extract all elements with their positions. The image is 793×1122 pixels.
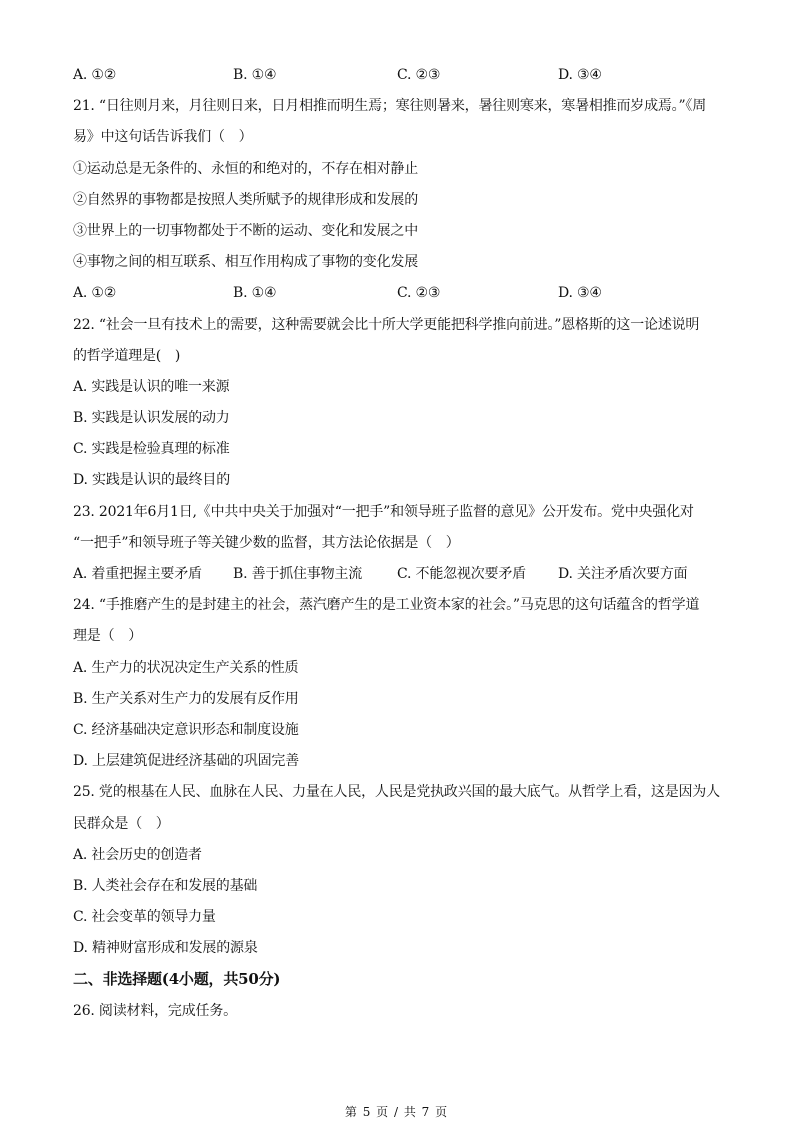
- option-c: C. ②③: [397, 285, 441, 302]
- option-b: B. 实践是认识发展的动力: [73, 410, 230, 427]
- q21-item: ③世界上的一切事物都处于不断的运动、变化和发展之中: [73, 222, 418, 239]
- option-b: B. ①④: [233, 285, 277, 302]
- q25-stem: 25. 党的根基在人民、血脉在人民、力量在人民，人民是党执政兴国的最大底气。从哲学上看，这是因为人: [73, 784, 720, 801]
- q22-stem-cont: 的哲学道理是( ): [73, 347, 181, 364]
- q24-stem: 24. “手推磨产生的是封建主的社会，蒸汽磨产生的是工业资本家的社会。”马克思的这句话蕴含的哲学道: [73, 597, 700, 614]
- q20-options: [73, 60, 733, 91]
- option-a: A. 着重把握主要矛盾: [73, 566, 202, 582]
- option-c: C. 社会变革的领导力量: [73, 909, 216, 926]
- option-d: D. 精神财富形成和发展的源泉: [73, 940, 258, 957]
- q23-stem-cont: “一把手”和领导班子等关键少数的监督，其方法论依据是（ ）: [73, 534, 460, 551]
- q22-stem: 22. “社会一旦有技术上的需要，这种需要就会比十所大学更能把科学推向前进。”恩格斯的这一论述说明: [73, 316, 700, 333]
- q21-item: ①运动总是无条件的、永恒的和绝对的，不存在相对静止: [73, 160, 418, 177]
- q21-stem-cont: 易》中这句话告诉我们（ ）: [73, 129, 253, 146]
- option-d: D. ③④: [558, 67, 602, 83]
- option-a: A. 实践是认识的唯一来源: [73, 378, 230, 395]
- page-footer: 第 5 页 / 共 7 页: [344, 1105, 449, 1119]
- q21-item: ②自然界的事物都是按照人类所赋予的规律形成和发展的: [73, 191, 418, 208]
- option-a: A. 生产力的状况决定生产关系的性质: [73, 659, 299, 676]
- document-page: [73, 60, 733, 1027]
- option-d: D. 上层建筑促进经济基础的巩固完善: [73, 753, 300, 770]
- q23-options: [73, 559, 733, 590]
- option-a: A. ①②: [73, 67, 117, 83]
- option-c: C. 不能忽视次要矛盾: [397, 566, 526, 582]
- option-b: B. 生产关系对生产力的发展有反作用: [73, 690, 299, 707]
- option-b: B. ①④: [233, 67, 277, 83]
- option-d: D. 实践是认识的最终目的: [73, 472, 231, 489]
- q21-stem: 21. “日往则月来，月往则日来，日月相推而明生焉；寒往则暑来，暑往则寒来，寒暑相推而岁成焉。”《周: [73, 98, 707, 115]
- q23-stem: 23. 2021年6月1日,《中共中央关于加强对“一把手”和领导班子监督的意见》公开发布。党中央强化对: [73, 503, 694, 520]
- option-c: C. ②③: [397, 67, 441, 83]
- option-a: A. 社会历史的创造者: [73, 846, 202, 863]
- option-d: D. 关注矛盾次要方面: [558, 566, 688, 582]
- q21-item: ④事物之间的相互联系、相互作用构成了事物的变化发展: [73, 254, 418, 271]
- section-heading: 二、非选择题(4小题，共50分): [73, 970, 281, 989]
- option-b: B. 人类社会存在和发展的基础: [73, 877, 258, 894]
- option-d: D. ③④: [558, 285, 602, 302]
- q26-stem: 26. 阅读材料，完成任务。: [73, 1002, 237, 1019]
- q25-stem-cont: 民群众是（ ）: [73, 815, 170, 832]
- option-b: B. 善于抓住事物主流: [233, 566, 362, 582]
- option-a: A. ①②: [73, 285, 117, 302]
- option-c: C. 经济基础决定意识形态和制度设施: [73, 721, 299, 738]
- option-c: C. 实践是检验真理的标准: [73, 441, 230, 458]
- q24-stem-cont: 理是（ ）: [73, 628, 142, 645]
- q21-options: [73, 278, 733, 309]
